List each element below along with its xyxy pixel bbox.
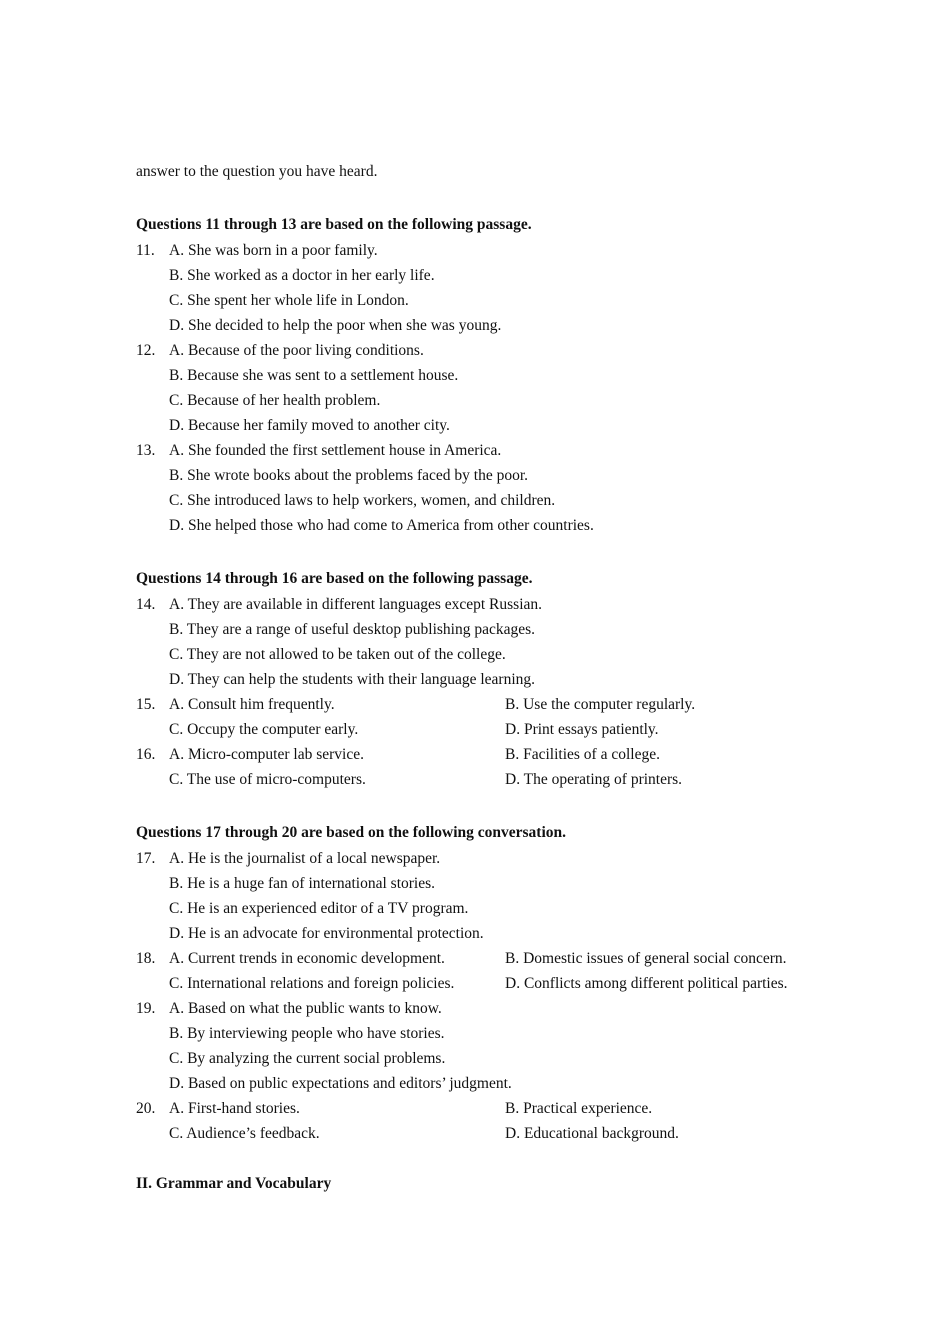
option-d: D. The operating of printers. (505, 771, 683, 788)
option-b: B. Because she was sent to a settlement house. (169, 367, 459, 384)
option-c: C. She spent her whole life in London. (169, 292, 409, 309)
section-heading: Questions 11 through 13 are based on the following passage. (136, 216, 532, 233)
option-d: D. Because her family moved to another city. (169, 417, 450, 434)
option-a: A. Because of the poor living conditions. (169, 342, 424, 359)
question-number: 18. (136, 950, 156, 967)
option-b: B. By interviewing people who have stories. (169, 1025, 445, 1042)
option-a: A. She was born in a poor family. (169, 242, 378, 259)
next-section-heading: II. Grammar and Vocabulary (136, 1175, 332, 1192)
option-b: B. She wrote books about the problems faced by the poor. (169, 467, 529, 484)
option-c: C. Because of her health problem. (169, 392, 381, 409)
option-b: B. Facilities of a college. (505, 746, 660, 763)
option-a: A. Micro-computer lab service. (169, 746, 364, 763)
option-d: D. Based on public expectations and editors’ judgment. (169, 1075, 512, 1092)
option-d: D. He is an advocate for environmental protection. (169, 925, 484, 942)
option-c: C. International relations and foreign policies. (169, 975, 455, 992)
option-a: A. She founded the first settlement house in America. (169, 442, 502, 459)
option-d: D. Conflicts among different political parties. (505, 975, 788, 992)
option-c: C. They are not allowed to be taken out of the college. (169, 646, 506, 663)
option-c: C. He is an experienced editor of a TV program. (169, 900, 469, 917)
question-number: 13. (136, 442, 156, 459)
option-a: A. Based on what the public wants to know. (169, 1000, 442, 1017)
option-d: D. Educational background. (505, 1125, 679, 1142)
question-number: 20. (136, 1100, 156, 1117)
option-d: D. They can help the students with their language learning. (169, 671, 536, 688)
question-number: 11. (136, 242, 155, 259)
question-number: 15. (136, 696, 156, 713)
option-b: B. They are a range of useful desktop publishing packages. (169, 621, 536, 638)
option-c: C. The use of micro-computers. (169, 771, 366, 788)
section-heading: Questions 14 through 16 are based on the following passage. (136, 570, 533, 587)
question-number: 12. (136, 342, 156, 359)
option-d: D. She helped those who had come to America from other countries. (169, 517, 594, 534)
option-b: B. Practical experience. (505, 1100, 653, 1117)
option-c: C. Occupy the computer early. (169, 721, 359, 738)
option-a: A. He is the journalist of a local newspaper. (169, 850, 441, 867)
option-d: D. Print essays patiently. (505, 721, 659, 738)
option-b: B. She worked as a doctor in her early life. (169, 267, 435, 284)
question-number: 14. (136, 596, 156, 613)
intro-text: answer to the question you have heard. (136, 163, 378, 180)
option-a: A. Consult him frequently. (169, 696, 335, 713)
option-b: B. Domestic issues of general social concern. (505, 950, 787, 967)
option-c: C. She introduced laws to help workers, women, and children. (169, 492, 556, 509)
option-b: B. He is a huge fan of international stories. (169, 875, 436, 892)
question-number: 19. (136, 1000, 156, 1017)
question-number: 16. (136, 746, 156, 763)
question-number: 17. (136, 850, 156, 867)
option-a: A. Current trends in economic development. (169, 950, 445, 967)
option-a: A. First-hand stories. (169, 1100, 300, 1117)
section-heading: Questions 17 through 20 are based on the following conversation. (136, 824, 567, 841)
option-c: C. Audience’s feedback. (169, 1125, 320, 1142)
option-d: D. She decided to help the poor when she was young. (169, 317, 502, 334)
option-a: A. They are available in different languages except Russian. (169, 596, 543, 613)
option-b: B. Use the computer regularly. (505, 696, 696, 713)
option-c: C. By analyzing the current social problems. (169, 1050, 446, 1067)
